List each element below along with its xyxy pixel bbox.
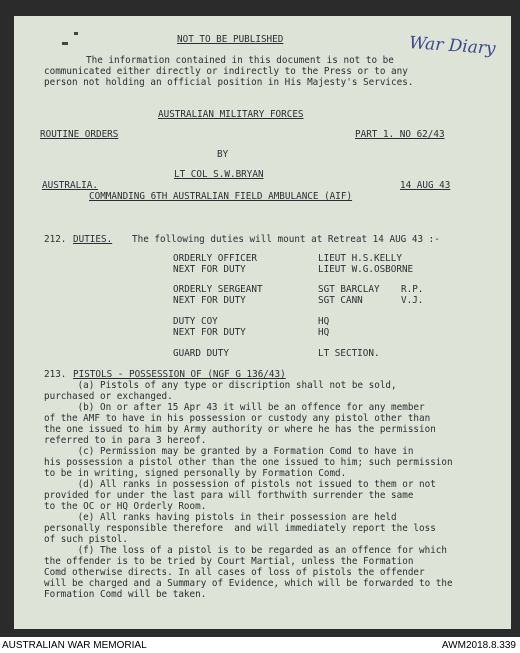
duty-name: SGT CANN (318, 295, 363, 306)
para-212-title: DUTIES. (73, 234, 113, 245)
duty-name: LT SECTION. (318, 348, 380, 359)
para-213-line: personally responsible therefore and will immediately report the loss (44, 523, 436, 534)
notice-line: communicated either directly or indirectly to the Press or to any (44, 66, 408, 77)
para-213-line: will be charged and a Summary of Evidence, which will be forwarded to the (44, 578, 453, 589)
duty-role: DUTY COY (173, 316, 218, 327)
notice-line: The information contained in this document is not to be (86, 55, 394, 66)
commander-name: LT COL S.W.BRYAN (174, 169, 264, 180)
para-213-line: (d) All ranks in possession of pistols not issued to them or not (44, 479, 436, 490)
part-number: PART 1. NO 62/43 (355, 129, 445, 140)
document-page (14, 16, 511, 629)
duty-extra: V.J. (401, 295, 424, 306)
caption-source: AUSTRALIAN WAR MEMORIAL (2, 640, 147, 651)
duty-name: HQ (318, 316, 330, 327)
para-213-line: to be in writing, signed personally by Formation Comd. (44, 468, 347, 479)
para-212-text: The following duties will mount at Retreat 14 AUG 43 :- (132, 234, 440, 245)
para-213-line: the offender is to be tried by Court Martial, unless the Formation (44, 556, 414, 567)
duty-role: NEXT FOR DUTY (173, 327, 246, 338)
duty-role: NEXT FOR DUTY (173, 295, 246, 306)
order-date: 14 AUG 43 (400, 180, 451, 191)
para-213-line: of such pistol. (44, 534, 128, 545)
caption-accession-number: AWM2018.8.339 (441, 640, 516, 651)
para-213-line: referred to in para 3 hereof. (44, 435, 207, 446)
duty-extra: R.P. (401, 284, 424, 295)
punch-mark (74, 32, 78, 35)
para-213-line: (a) Pistols of any type or discription shall not be sold, (44, 380, 397, 391)
para-212-number: 212. (44, 234, 67, 245)
handwritten-note: War Diary (408, 33, 497, 59)
force-title: AUSTRALIAN MILITARY FORCES (158, 109, 304, 120)
para-213-line: to the OC or HQ Orderly Room. (44, 501, 207, 512)
para-213-line: (c) Permission may be granted by a Formation Comd to have in (44, 446, 414, 457)
para-213-line: of the AMF to have in his possession or custody any pistol other than (44, 413, 431, 424)
duty-name: LIEUT W.G.OSBORNE (318, 264, 414, 275)
commanding-unit: COMMANDING 6TH AUSTRALIAN FIELD AMBULANCE (AIF) (89, 191, 353, 202)
duty-role: NEXT FOR DUTY (173, 264, 246, 275)
duty-name: LIEUT H.S.KELLY (318, 253, 402, 264)
para-213-line: (e) All ranks having pistols in their possession are held (44, 512, 397, 523)
duty-role: ORDERLY OFFICER (173, 253, 257, 264)
duty-role: ORDERLY SERGEANT (173, 284, 263, 295)
para-213-line: Comd otherwise directs. In all cases of loss of pistols the offender (44, 567, 425, 578)
para-213-line: (b) On or after 15 Apr 43 it will be an offence for any member (44, 402, 425, 413)
duty-role: GUARD DUTY (173, 348, 229, 359)
routine-orders-label: ROUTINE ORDERS (40, 129, 119, 140)
by-label: BY (217, 149, 229, 160)
punch-mark (62, 42, 68, 45)
para-213-line: purchased or exchanged. (44, 391, 173, 402)
para-213-line: his possession a pistol other than the one issued to him; such permission (44, 457, 453, 468)
duty-name: HQ (318, 327, 330, 338)
para-213-line: (f) The loss of a pistol is to be regarded as an offence for which (44, 545, 447, 556)
para-213-number: 213. (44, 369, 67, 380)
para-213-line: provided for under the last para will forthwith surrender the same (44, 490, 414, 501)
para-213-line: the one issued to him by Army authority or where he has the permission (44, 424, 436, 435)
place-label: AUSTRALIA. (42, 180, 98, 191)
duty-name: SGT BARCLAY (318, 284, 380, 295)
para-213-title: PISTOLS - POSSESSION OF (NGF G 136/43) (73, 369, 286, 380)
heading: NOT TO BE PUBLISHED (177, 34, 284, 45)
notice-line: person not holding an official position in His Majesty's Services. (44, 77, 414, 88)
para-213-line: Formation Comd will be taken. (44, 589, 207, 600)
